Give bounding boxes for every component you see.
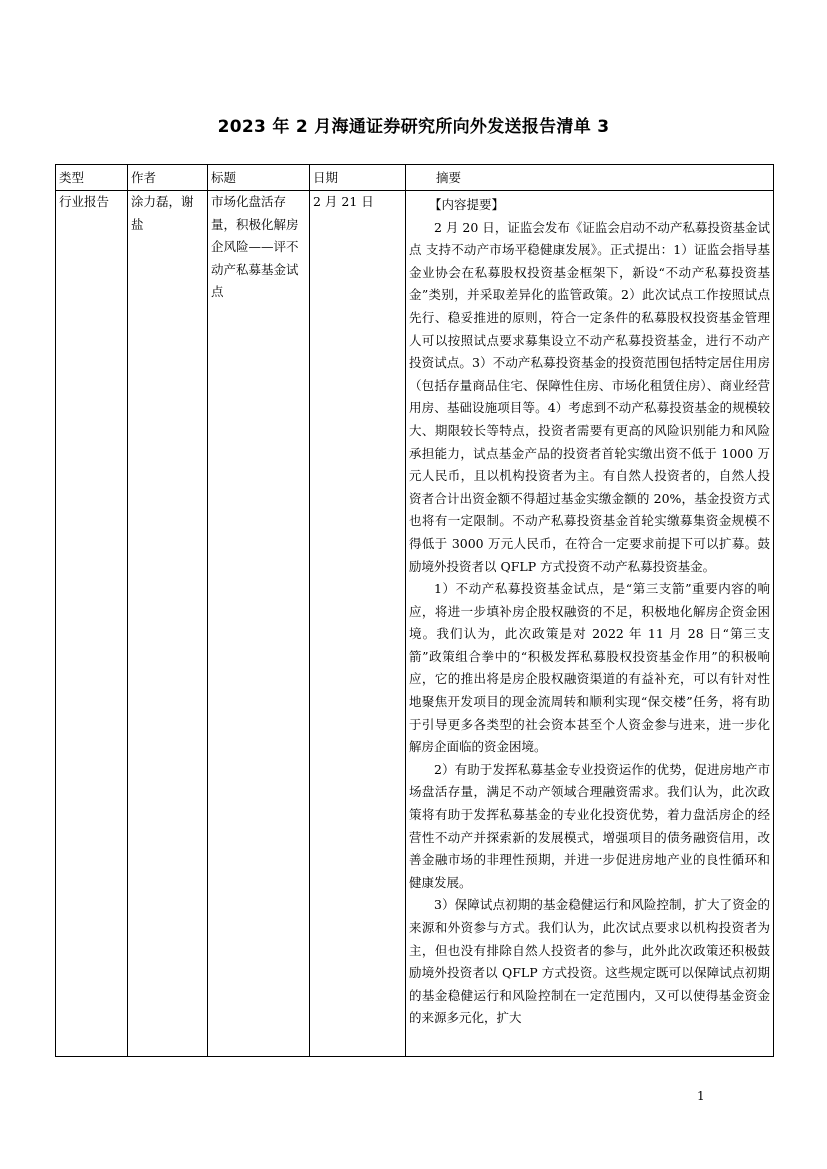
- summary-paragraph: 2 月 20 日，证监会发布《证监会启动不动产私募投资基金试点 支持不动产市场平稳健康发展》。正式提出：1）证监会指导基金业协会在私募股权投资基金框架下，新设“不动产私募投资基金”类别，并采取差异化的监管政策。2）此次试点工作按照试点先行、稳妥推进的原则，符合一定条件的私募股权投资基金管理人可以按照试点要求募集设立不动产私募投资基金，进行不动产投资试点。3）不动产私募投资基金的投资范围包括特定居住用房（包括存量商品住宅、保障性住房、市场化租赁住房）、商业经营用房、基础设施项目等。4）考虑到不动产私募投资基金的规模较大、期限较长等特点，投资者需要有更高的风险识别能力和风险承担能力，试点基金产品的投资者首轮实缴出资不低于 1000 万元人民币，且以机构投资者为主。有自然人投资者的，自然人投资者合计出资金额不得超过基金实缴金额的 20%，基金投资方式也将有一定限制。不动产私募投资基金首轮实缴募集资金规模不得低于 3000 万元人民币，在符合一定要求前提下可以扩募。鼓励境外投资者以 QFLP 方式投资不动产私募投资基金。: [409, 219, 770, 574]
- summary-paragraph: 1）不动产私募投资基金试点，是“第三支箭”重要内容的响应，将进一步填补房企股权融资的不足，积极地化解房企资金困境。我们认为，此次政策是对 2022 年 11 月 28 日“第三支箭”政策组合拳中的“积极发挥私募股权投资基金作用”的积极响应，它的推出将是房企股权融资渠道的有益补充，可以有针对性地聚焦开发项目的现金流周转和顺利实现“保交楼”任务，将有助于引导更多各类型的社会资本甚至个人资金参与进来，进一步化解房企面临的资金困境。: [409, 581, 770, 755]
- header-title: 标题: [208, 165, 310, 191]
- cell-type: 行业报告: [56, 191, 128, 1057]
- cell-date: 2 月 21 日: [310, 191, 406, 1057]
- table-row: [56, 191, 774, 1057]
- header-type: 类型: [56, 165, 128, 191]
- report-table: [55, 164, 774, 1057]
- header-date: 日期: [310, 165, 406, 191]
- cell-author: 涂力磊，谢盐: [128, 191, 208, 1057]
- header-author: 作者: [128, 165, 208, 191]
- cell-title: 市场化盘活存量，积极化解房企风险——评不动产私募基金试点: [208, 191, 310, 1057]
- summary-heading: 【内容提要】: [429, 197, 505, 212]
- header-summary: 摘要: [406, 165, 774, 191]
- summary-paragraph: 2）有助于发挥私募基金专业投资运作的优势，促进房地产市场盘活存量，满足不动产领域合理融资需求。我们认为，此次政策将有助于发挥私募基金的专业化投资优势，着力盘活房企的经营性不动产并探索新的发展模式，增强项目的债务融资信用，改善金融市场的非理性预期，并进一步促进房地产业的良性循环和健康发展。: [409, 761, 770, 890]
- summary-paragraph: 3）保障试点初期的基金稳健运行和风险控制，扩大了资金的来源和外资参与方式。我们认为，此次试点要求以机构投资者为主，但也没有排除自然人投资者的参与，此外此次政策还积极鼓励境外投资者以 QFLP 方式投资。这些规定既可以保障试点初期的基金稳健运行和风险控制在一定范围内，又可以使得基金资金的来源多元化，扩大: [409, 897, 770, 1026]
- page-number: 1: [697, 1089, 705, 1103]
- table-header-row: [56, 165, 774, 191]
- page-title: 2023 年 2 月海通证券研究所向外发送报告清单 3: [217, 117, 610, 137]
- cell-summary: [406, 191, 774, 1057]
